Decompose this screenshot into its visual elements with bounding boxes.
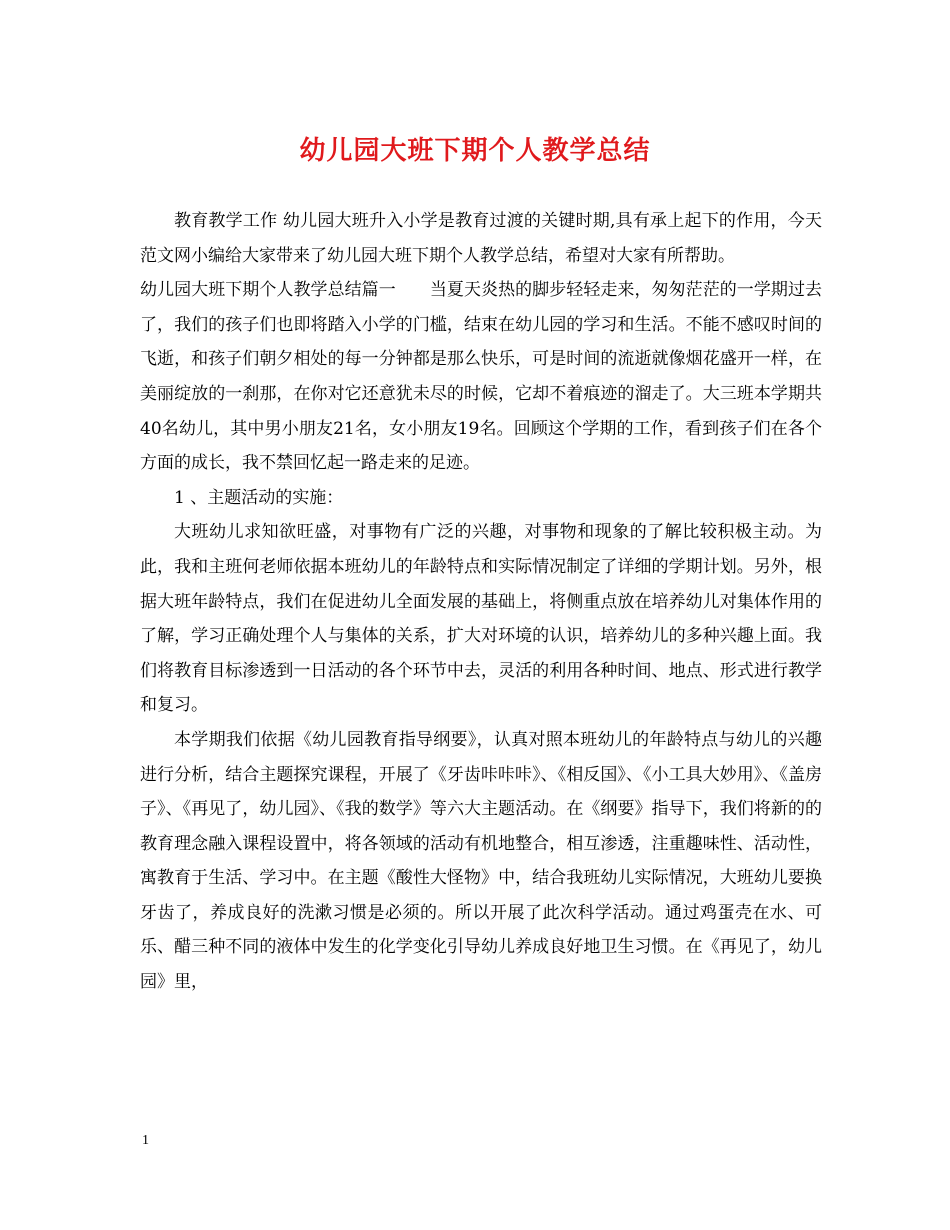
- body-paragraph: 大班幼儿求知欲旺盛，对事物有广泛的兴趣，对事物和现象的了解比较积极主动。为此，我和主班何老师依据本班幼儿的年龄特点和实际情况制定了详细的学期计划。另外，根据大班年龄特点，我们在促进幼儿全面发展的基础上，将侧重点放在培养幼儿对集体作用的了解，学习正确处理个人与集体的关系，扩大对环境的认识，培养幼儿的多种兴趣上面。我们将教育目标渗透到一日活动的各个环节中去，灵活的利用各种时间、地点、形式进行教学和复习。: [140, 522, 822, 716]
- body-paragraph: 本学期我们依据《幼儿园教育指导纲要》，认真对照本班幼儿的年龄特点与幼儿的兴趣进行分析，结合主题探究课程，开展了《牙齿咔咔咔》、《相反国》、《小工具大妙用》、《盖房子》、《再见了，幼儿园》、《我的数学》等六大主题活动。在《纲要》指导下，我们将新的的教育理念融入课程设置中，将各领域的活动有机地整合，相互渗透，注重趣味性、活动性，寓教育于生活、学习中。在主题《酸性大怪物》中，结合我班幼儿实际情况，大班幼儿要换牙齿了，养成良好的洗漱习惯是必须的。所以开展了此次科学活动。通过鸡蛋壳在水、可乐、醋三种不同的液体中发生的化学变化引导幼儿养成良好地卫生习惯。在《再见了，幼儿园》里，: [140, 729, 822, 993]
- document-body: [140, 204, 822, 1000]
- document-title: 幼儿园大班下期个人教学总结: [299, 136, 651, 166]
- article-opening-paragraph: 幼儿园大班下期个人教学总结篇一 当夏天炎热的脚步轻轻走来，匆匆茫茫的一学期过去了，我们的孩子们也即将踏入小学的门槛，结束在幼儿园的学习和生活。不能不感叹时间的飞逝，和孩子们朝夕相处的每一分钟都是那么快乐，可是时间的流逝就像烟花盛开一样，在美丽绽放的一刹那，在你对它还意犹未尽的时候，它却不着痕迹的溜走了。大三班本学期共40名幼儿，其中男小朋友21名，女小朋友19名。回顾这个学期的工作，看到孩子们在各个方面的成长，我不禁回忆起一路走来的足迹。: [140, 280, 822, 474]
- intro-paragraph: 教育教学工作 幼儿园大班升入小学是教育过渡的关键时期,具有承上起下的作用，今天范文网小编给大家带来了幼儿园大班下期个人教学总结，希望对大家有所帮助。: [140, 211, 822, 266]
- page-number: 1: [142, 1133, 149, 1148]
- section-heading: 1 、主题活动的实施：: [174, 487, 344, 508]
